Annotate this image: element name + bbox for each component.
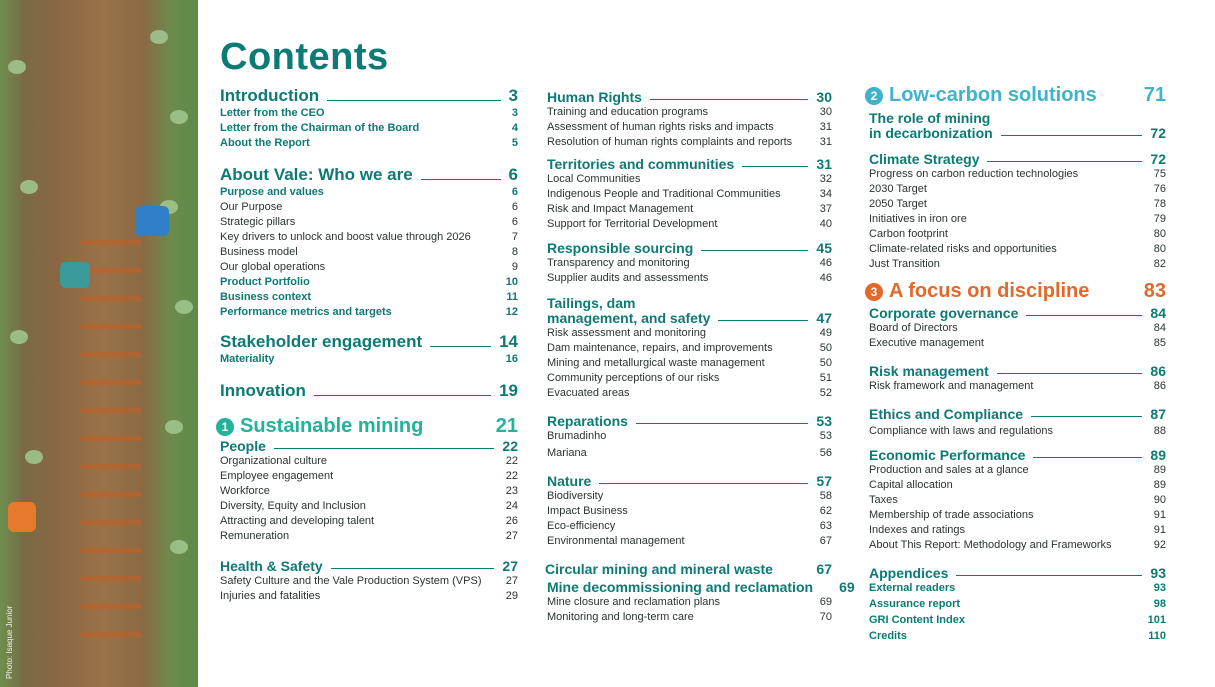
toc-heading-role-of-mining[interactable]: The role of mining in decarbonization 72 bbox=[869, 110, 1166, 141]
toc-entry[interactable]: Purpose and values 6 bbox=[220, 186, 518, 198]
toc-entry[interactable]: Impact Business 62 bbox=[547, 505, 832, 517]
toc-group-about-vale bbox=[220, 185, 518, 320]
toc-heading-territories[interactable]: Territories and communities 31 bbox=[547, 156, 832, 172]
toc-group-people bbox=[220, 454, 518, 544]
toc-entry[interactable]: Training and education programs 30 bbox=[547, 106, 832, 118]
toc-heading-people[interactable]: People 22 bbox=[220, 438, 518, 454]
toc-entry[interactable]: Remuneration 27 bbox=[220, 530, 518, 542]
chapter-number-badge: 3 bbox=[865, 283, 883, 301]
toc-entry[interactable]: Indigenous People and Traditional Communities 34 bbox=[547, 188, 832, 200]
toc-entry[interactable]: Letter from the Chairman of the Board 4 bbox=[220, 122, 518, 134]
toc-entry[interactable]: Supplier audits and assessments 46 bbox=[547, 272, 832, 284]
toc-entry[interactable]: Dam maintenance, repairs, and improvements 50 bbox=[547, 342, 832, 354]
toc-entry[interactable]: Resolution of human rights complaints and reports 31 bbox=[547, 136, 832, 148]
toc-entry[interactable]: Assessment of human rights risks and impacts 31 bbox=[547, 121, 832, 133]
toc-heading-about-vale[interactable]: About Vale: Who we are 6 bbox=[220, 165, 518, 184]
photo-credit: Photo: Isaque Junior bbox=[5, 605, 14, 679]
toc-entry[interactable]: Performance metrics and targets 12 bbox=[220, 306, 518, 318]
toc-entry[interactable]: Organizational culture 22 bbox=[220, 455, 518, 467]
toc-column-2 bbox=[545, 89, 855, 625]
toc-entry[interactable]: Mariana 56 bbox=[547, 447, 832, 459]
toc-entry[interactable]: Board of Directors 84 bbox=[869, 322, 1166, 334]
chapter-number-badge: 1 bbox=[216, 418, 234, 436]
toc-entry[interactable]: Progress on carbon reduction technologies 75 bbox=[869, 168, 1166, 180]
toc-entry[interactable]: Carbon footprint 80 bbox=[869, 228, 1166, 240]
toc-entry[interactable]: Our Purpose 6 bbox=[220, 201, 518, 213]
toc-entry[interactable]: Risk assessment and monitoring 49 bbox=[547, 327, 832, 339]
toc-heading-circular-mining[interactable]: Circular mining and mineral waste 67 bbox=[545, 561, 832, 577]
toc-entry[interactable]: Evacuated areas 52 bbox=[547, 387, 832, 399]
toc-group-introduction bbox=[220, 106, 518, 151]
toc-entry[interactable]: Executive management 85 bbox=[869, 337, 1166, 349]
toc-heading-appendices[interactable]: Appendices 93 bbox=[869, 565, 1166, 581]
toc-entry[interactable]: Risk framework and management 86 bbox=[869, 380, 1166, 392]
toc-entry[interactable]: Membership of trade associations 91 bbox=[869, 509, 1166, 521]
toc-heading-risk-management[interactable]: Risk management 86 bbox=[869, 363, 1166, 379]
toc-entry[interactable]: Credits 110 bbox=[869, 630, 1166, 642]
toc-entry[interactable]: Key drivers to unlock and boost value through 2026 7 bbox=[220, 231, 518, 243]
toc-entry[interactable]: Assurance report 98 bbox=[869, 598, 1166, 610]
toc-entry[interactable]: Business context 11 bbox=[220, 291, 518, 303]
toc-entry[interactable]: 2030 Target 76 bbox=[869, 183, 1166, 195]
toc-heading-human-rights[interactable]: Human Rights 30 bbox=[547, 89, 832, 105]
chapter-1-heading[interactable]: 1 Sustainable mining 21 bbox=[216, 415, 518, 438]
toc-heading-reparations[interactable]: Reparations 53 bbox=[547, 413, 832, 429]
toc-entry[interactable]: Workforce 23 bbox=[220, 485, 518, 497]
toc-entry[interactable]: Taxes 90 bbox=[869, 494, 1166, 506]
toc-heading-ethics-compliance[interactable]: Ethics and Compliance 87 bbox=[869, 406, 1166, 422]
toc-entry[interactable]: Indexes and ratings 91 bbox=[869, 524, 1166, 536]
toc-heading-nature[interactable]: Nature 57 bbox=[547, 473, 832, 489]
toc-entry[interactable]: Attracting and developing talent 26 bbox=[220, 515, 518, 527]
toc-entry[interactable]: Eco-efficiency 63 bbox=[547, 520, 832, 532]
toc-column-3 bbox=[869, 84, 1166, 644]
page-title: Contents bbox=[220, 36, 389, 78]
toc-entry[interactable]: Strategic pillars 6 bbox=[220, 216, 518, 228]
toc-heading-climate-strategy[interactable]: Climate Strategy 72 bbox=[869, 151, 1166, 167]
toc-entry[interactable]: Community perceptions of our risks 51 bbox=[547, 372, 832, 384]
toc-entry[interactable]: Injuries and fatalities 29 bbox=[220, 590, 518, 602]
toc-entry[interactable]: Support for Territorial Development 40 bbox=[547, 218, 832, 230]
toc-entry[interactable]: Biodiversity 58 bbox=[547, 490, 832, 502]
cover-photo bbox=[0, 0, 198, 687]
toc-entry[interactable]: Brumadinho 53 bbox=[547, 430, 832, 442]
toc-heading-tailings[interactable]: Tailings, dam management, and safety 47 bbox=[547, 295, 832, 326]
toc-entry[interactable]: Just Transition 82 bbox=[869, 258, 1166, 270]
toc-heading-corporate-governance[interactable]: Corporate governance 84 bbox=[869, 305, 1166, 321]
toc-entry[interactable]: Mining and metallurgical waste management 50 bbox=[547, 357, 832, 369]
toc-entry[interactable]: About This Report: Methodology and Frameworks 92 bbox=[869, 539, 1166, 551]
toc-heading-introduction[interactable]: Introduction 3 bbox=[220, 86, 518, 105]
toc-column-1 bbox=[220, 86, 518, 604]
toc-entry[interactable]: Safety Culture and the Vale Production System (VPS) 27 bbox=[220, 575, 518, 587]
toc-heading-stakeholder[interactable]: Stakeholder engagement 14 bbox=[220, 332, 518, 351]
toc-entry[interactable]: About the Report 5 bbox=[220, 137, 518, 149]
toc-entry[interactable]: Climate-related risks and opportunities 80 bbox=[869, 243, 1166, 255]
toc-entry[interactable]: Business model 8 bbox=[220, 246, 518, 258]
toc-entry[interactable]: Environmental management 67 bbox=[547, 535, 832, 547]
toc-entry[interactable]: Materiality 16 bbox=[220, 353, 518, 365]
toc-entry[interactable]: Product Portfolio 10 bbox=[220, 276, 518, 288]
toc-entry[interactable]: Diversity, Equity and Inclusion 24 bbox=[220, 500, 518, 512]
toc-entry[interactable]: Our global operations 9 bbox=[220, 261, 518, 273]
toc-entry[interactable]: Employee engagement 22 bbox=[220, 470, 518, 482]
chapter-3-heading[interactable]: 3 A focus on discipline 83 bbox=[865, 280, 1166, 303]
toc-heading-innovation[interactable]: Innovation 19 bbox=[220, 381, 518, 400]
toc-entry[interactable]: Risk and Impact Management 37 bbox=[547, 203, 832, 215]
toc-entry[interactable]: Transparency and monitoring 46 bbox=[547, 257, 832, 269]
toc-entry[interactable]: Mine closure and reclamation plans 69 bbox=[547, 596, 832, 608]
toc-entry[interactable]: Production and sales at a glance 89 bbox=[869, 464, 1166, 476]
toc-heading-responsible-sourcing[interactable]: Responsible sourcing 45 bbox=[547, 240, 832, 256]
toc-entry[interactable]: External readers 93 bbox=[869, 582, 1166, 594]
toc-entry[interactable]: Local Communities 32 bbox=[547, 173, 832, 185]
toc-heading-mine-decommissioning[interactable]: Mine decommissioning and reclamation 69 bbox=[547, 579, 855, 595]
toc-entry[interactable]: Monitoring and long-term care 70 bbox=[547, 611, 832, 623]
chapter-2-heading[interactable]: 2 Low-carbon solutions 71 bbox=[865, 84, 1166, 107]
toc-entry[interactable]: Letter from the CEO 3 bbox=[220, 107, 518, 119]
toc-entry[interactable]: Compliance with laws and regulations 88 bbox=[869, 425, 1166, 437]
toc-entry[interactable]: Initiatives in iron ore 79 bbox=[869, 213, 1166, 225]
toc-heading-health-safety[interactable]: Health & Safety 27 bbox=[220, 558, 518, 574]
toc-entry[interactable]: Capital allocation 89 bbox=[869, 479, 1166, 491]
toc-heading-economic-performance[interactable]: Economic Performance 89 bbox=[869, 447, 1166, 463]
toc-entry[interactable]: GRI Content Index 101 bbox=[869, 614, 1166, 626]
chapter-number-badge: 2 bbox=[865, 87, 883, 105]
toc-entry[interactable]: 2050 Target 78 bbox=[869, 198, 1166, 210]
